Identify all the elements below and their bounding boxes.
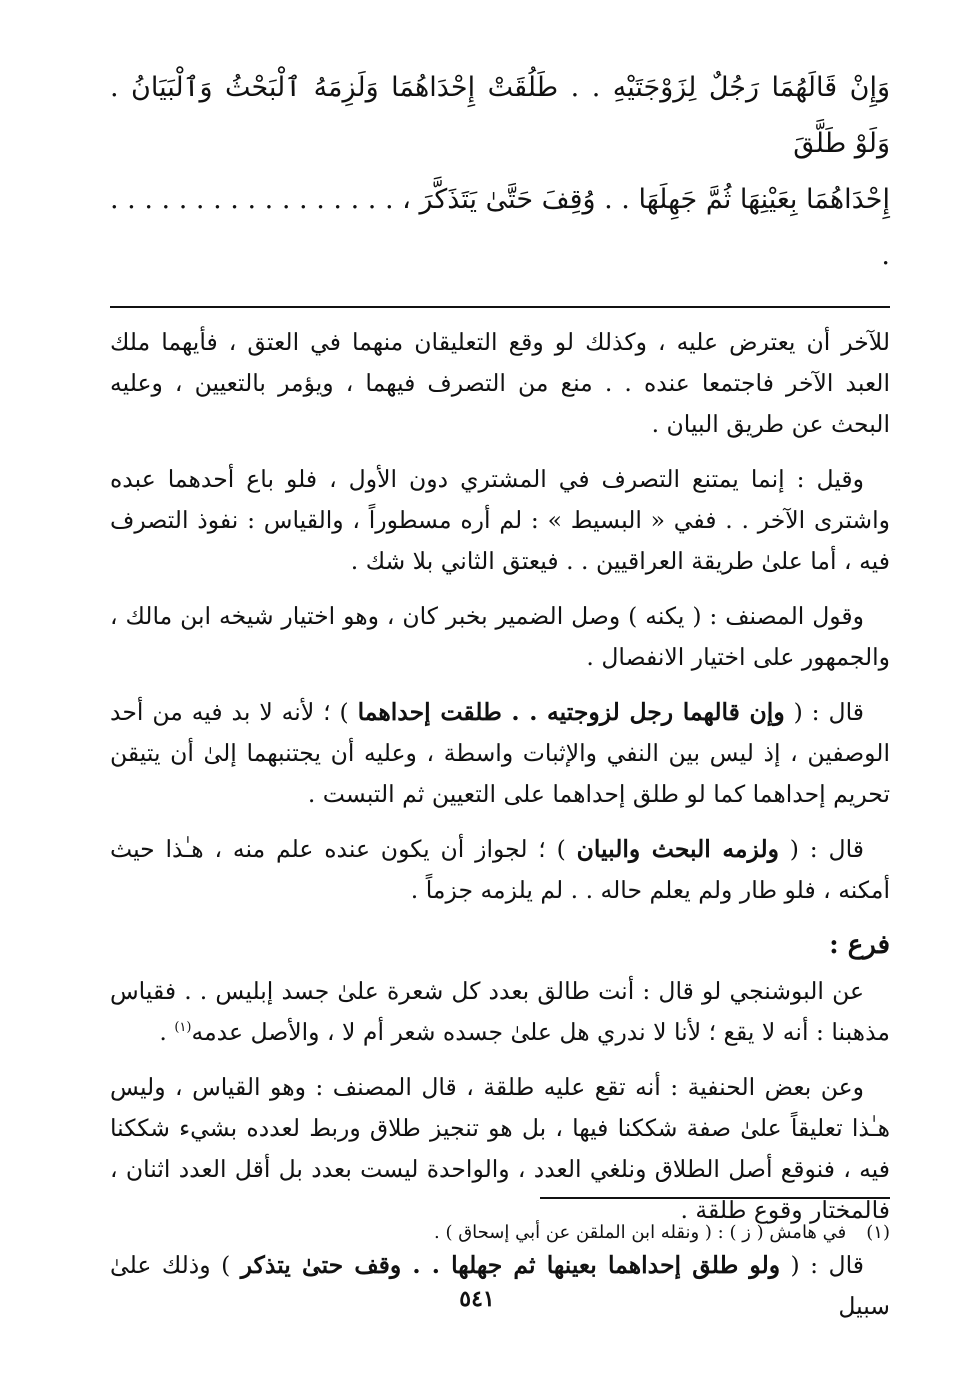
quote-open: قال : ( [780,1251,865,1279]
page-body [110,40,890,1341]
paragraph-7: وعن بعض الحنفية : أنه تقع عليه طلقة ، قال المصنف : وهو القياس ، وليس هـٰذا تعليقاً علىٰ صفة شككنا فيها ، بل هو تنجيز طلاق وربط لعدده بشيء شككنا فيه ، فنوقع أصل الطلاق ونلغي العدد ، والواحدة ليست بعدد بل أقل العدد اثنان ، فالمختار وقوع طلقة . [110,1073,890,1224]
footnote-marker[interactable]: (١) [174,1020,192,1036]
quoted-matn: ولزمه البحث والبيان [576,835,779,863]
matn-separator [110,306,890,308]
footnote-separator [540,1197,890,1199]
matn-line-2 [110,172,890,284]
quoted-matn: وإن قالهما رجل لزوجتيه . . طلقت إحداهما [357,698,785,726]
paragraph-6-text: عن البوشنجي لو قال : أنت طالق بعدد كل شعرة علىٰ جسد إبليس . . فقياس مذهبنا : أنه لا يقع ؛ لأنا لا ندري هل علىٰ جسده شعر أم لا ، والأصل عدمه [110,977,890,1046]
footnote-text: في هامش ( ز ) : ( ونقله ابن الملقن عن أبي إسحاق ) . [434,1222,847,1243]
quote-open: قال : ( [784,698,864,726]
matn-dots: . . . . . . . . . . . . . . . . . . [110,184,890,271]
commentary: ) ؛ لأنه لا بد فيه من أحد الوصفين ، إذ ليس بين النفي والإثبات واسطة ، وعليه أن يجتنبهما إلىٰ أن يتيقن تحريم إحداهما كما لو طلق إحداهما على التعيين ثم التبست . [110,698,890,808]
page-number: ٥٤١ [459,1286,495,1312]
commentary: ) ؛ لجواز أن يكون عنده علم منه ، هـٰذا حيث أمكنه ، فلو طار ولم يعلم حاله . . لم يلزمه جزماً . [110,835,890,904]
paragraph-6 [110,971,890,1053]
section-heading: فرع : [829,930,890,960]
paragraph-1: للآخر أن يعترض عليه ، وكذلك لو وقع التعليقان منهما في العتق ، فأيهما ملك العبد الآخر فاجتمعا عنده . . منع من التصرف فيهما ، ويؤمر بالتعيين ، وعليه البحث عن طريق البيان . [110,328,890,438]
quote-open: قال : ( [778,835,864,863]
matn-line-2-text: إِحْدَاهُمَا بِعَيْنِهَا ثُمَّ جَهِلَهَا . . وُقِفَ حَتَّىٰ يَتَذَكَّرَ ، [402,184,890,215]
paragraph-3: وقول المصنف : ( يكنه ) وصل الضمير بخبر كان ، وهو اختيار شيخه ابن مالك ، والجمهور على اختيار الانفصال . [110,602,890,671]
footnote [110,1218,890,1248]
matn-text [110,60,890,284]
paragraph-5 [110,829,890,911]
paragraph-4 [110,692,890,815]
paragraph-2: وقيل : إنما يمتنع التصرف في المشتري دون الأول ، فلو باع أحدهما عبده واشترى الآخر . . ففي « البسيط » : لم أره مسطوراً ، والقياس : نفوذ التصرف فيه ، أما علىٰ طريقة العراقيين . . فيعتق الثاني بلا شك . [110,465,890,575]
quoted-matn: ولو طلق إحداهما بعينها ثم جهلها . . وقف حتىٰ يتذكر [240,1251,781,1279]
paragraph-6-end: . [159,1018,175,1046]
matn-line-1: وَإِنْ قَالَهُمَا رَجُلٌ لِزَوْجَتَيْهِ . . طَلُقَتْ إِحْدَاهُمَا وَلَزِمَهُ ٱلْبَحْثُ وَٱلْبَيَانُ . وَلَوْ طَلَّقَ [110,72,890,159]
footnote-number: (١) [866,1222,890,1243]
commentary: ) وذلك علىٰ سبيل [110,1251,890,1320]
